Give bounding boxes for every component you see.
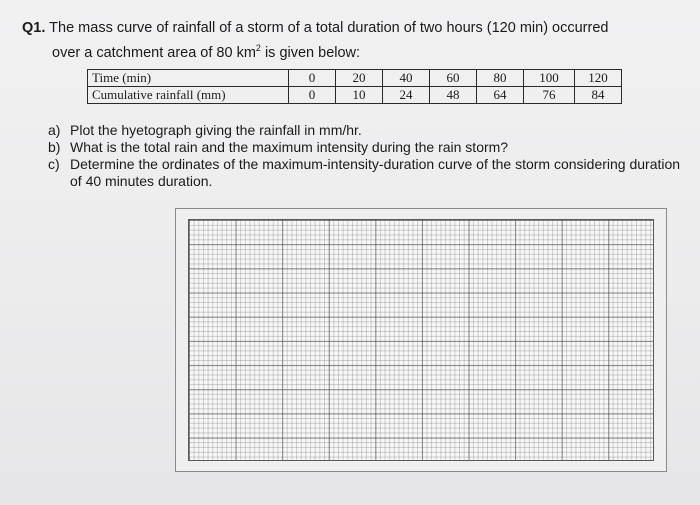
table-cell: 120 [575,70,622,87]
table-cell: 76 [524,87,575,104]
table-cell: 84 [575,87,622,104]
task-a [48,122,688,139]
table-cell: 20 [336,70,383,87]
rainfall-data-table [87,69,622,104]
task-text: Plot the hyetograph giving the rainfall in mm/hr. [70,122,362,138]
task-b [48,139,688,156]
row-label: Cumulative rainfall (mm) [88,87,289,104]
task-c [48,156,688,190]
row-label: Time (min) [88,70,289,87]
task-list [48,122,688,190]
table-cell: 0 [289,70,336,87]
task-text: What is the total rain and the maximum intensity during the rain storm? [70,139,509,155]
question-line-2: over a catchment area of 80 $km^2$ is given below: [52,43,361,61]
table-cell: 64 [477,87,524,104]
task-letter: c) [48,156,60,172]
superscript-2: 2 [255,43,261,53]
table-cell: 0 [289,87,336,104]
question-heading [22,18,692,38]
graph-paper-grid[interactable] [188,219,654,461]
question-number: Q1. [22,20,46,36]
task-letter: a) [48,122,61,138]
table-cell: 10 [336,87,383,104]
table-row-time [88,70,622,87]
table-cell: 80 [477,70,524,87]
question-line-1: The mass curve of rainfall of a storm of a total duration of two hours (120 min) occurred [49,20,609,36]
table-cell: 48 [430,87,477,104]
table-cell: 24 [383,87,430,104]
table-cell: 60 [430,70,477,87]
table-cell: 100 [524,70,575,87]
graph-paper-frame [175,208,667,472]
task-text: Determine the ordinates of the maximum-intensity-duration curve of the storm considering duration of 40 minutes duration. [70,156,681,189]
table-row-cumulative-rainfall [88,87,622,104]
task-letter: b) [48,139,61,155]
table-cell: 40 [383,70,430,87]
